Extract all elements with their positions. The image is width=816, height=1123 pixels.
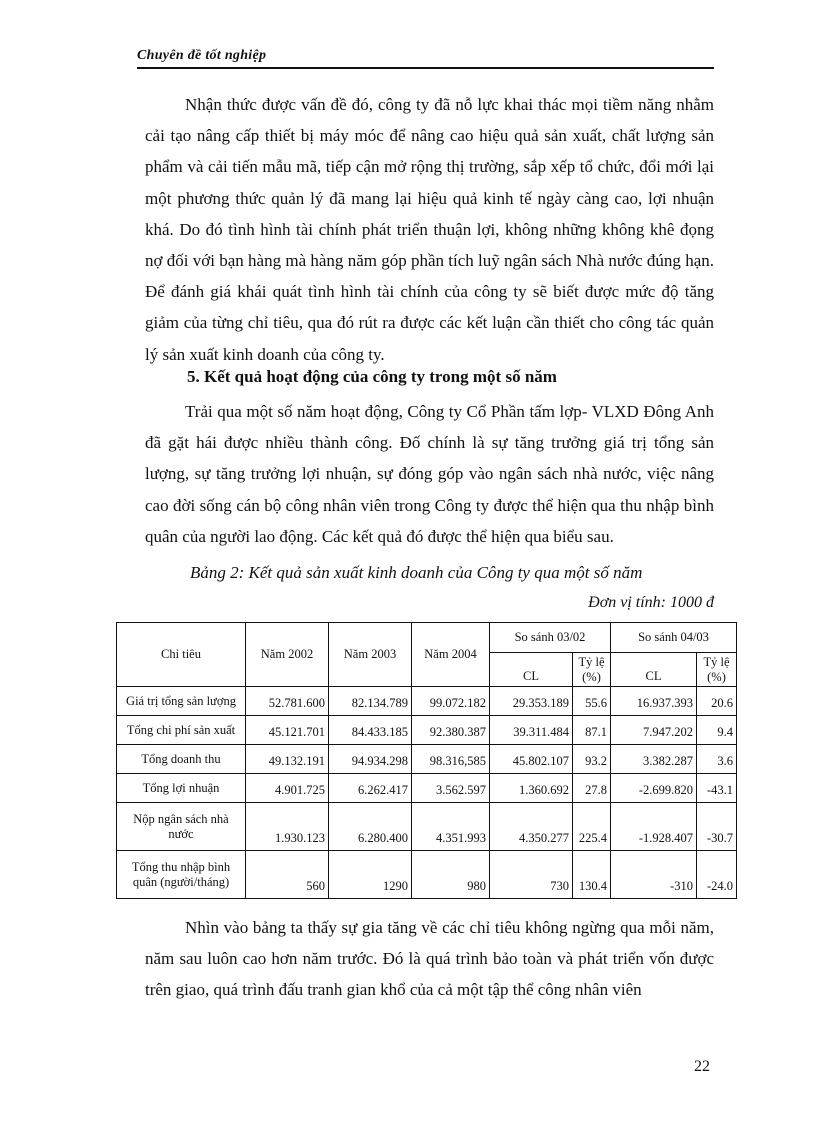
header-ratio-label: Tỷ lệ bbox=[703, 654, 730, 669]
table-row bbox=[117, 774, 737, 803]
header-cl-1: CL bbox=[490, 653, 573, 687]
cell-2003: 84.433.185 bbox=[329, 716, 412, 745]
row-label-line: quân (người/tháng) bbox=[132, 874, 230, 889]
cell-cl-1: 4.350.277 bbox=[490, 803, 573, 851]
cell-2002: 52.781.600 bbox=[246, 687, 329, 716]
cell-2004: 99.072.182 bbox=[412, 687, 490, 716]
cell-ratio-1: 27.8 bbox=[573, 774, 611, 803]
cell-ratio-2: 3.6 bbox=[697, 745, 737, 774]
row-label-line: Tổng thu nhập bình bbox=[131, 859, 231, 874]
table-row bbox=[117, 851, 737, 899]
section-heading: 5. Kết quả hoạt động của công ty trong một số năm bbox=[187, 367, 557, 386]
header-ratio-1 bbox=[573, 653, 611, 687]
cell-ratio-2: 20.6 bbox=[697, 687, 737, 716]
cell-ratio-2: 9.4 bbox=[697, 716, 737, 745]
cell-2002: 49.132.191 bbox=[246, 745, 329, 774]
cell-2002: 1.930.123 bbox=[246, 803, 329, 851]
cell-cl-2: 16.937.393 bbox=[611, 687, 697, 716]
cell-cl-2: -2.699.820 bbox=[611, 774, 697, 803]
cell-2003: 82.134.789 bbox=[329, 687, 412, 716]
table-unit: Đơn vị tính: 1000 đ bbox=[588, 594, 714, 611]
page-number: 22 bbox=[694, 1058, 710, 1075]
running-header-title: Chuyên đề tốt nghiệp bbox=[137, 48, 267, 63]
header-year-2003: Năm 2003 bbox=[329, 623, 412, 687]
cell-ratio-2: -30.7 bbox=[697, 803, 737, 851]
row-label-line: nước bbox=[168, 826, 194, 841]
header-ratio-2 bbox=[697, 653, 737, 687]
cell-2003: 6.280.400 bbox=[329, 803, 412, 851]
row-label bbox=[117, 851, 246, 899]
cell-ratio-1: 225.4 bbox=[573, 803, 611, 851]
cell-2004: 98.316,585 bbox=[412, 745, 490, 774]
table-row bbox=[117, 716, 737, 745]
row-label: Tổng doanh thu bbox=[117, 745, 246, 774]
paragraph-section-body: Trải qua một số năm hoạt động, Công ty Cổ Phần tấm lợp- VLXD Đông Anh đã gặt hái được nhiều thành công. Đố chính là sự tăng trưởng giá trị tổng sản lượng, sự tăng trưởng lợi nhuận, sự đóng góp vào ngân sách nhà nước, việc nâng cao đời sống cán bộ công nhân viên trong Công ty được thể hiện qua thu nhập bình quân của người lao động. Các kết quả đó được thể hiện qua biểu sau. bbox=[145, 402, 714, 546]
cell-cl-1: 1.360.692 bbox=[490, 774, 573, 803]
cell-cl-1: 45.802.107 bbox=[490, 745, 573, 774]
cell-cl-1: 39.311.484 bbox=[490, 716, 573, 745]
paragraph-closing: Nhìn vào bảng ta thấy sự gia tăng về các chỉ tiêu không ngừng qua mỗi năm, năm sau luôn cao hơn năm trước. Đó là quá trình bảo toàn và phát triển vốn được trên giao, quá trình đấu tranh gian khổ của cả một tập thể công nhân viên bbox=[145, 918, 714, 1000]
table-caption: Bảng 2: Kết quả sản xuất kinh doanh của Công ty qua một số năm bbox=[190, 563, 643, 582]
cell-2004: 92.380.387 bbox=[412, 716, 490, 745]
header-ratio-pct: (%) bbox=[582, 669, 601, 684]
header-compare-03-02: So sánh 03/02 bbox=[490, 623, 611, 653]
table-row bbox=[117, 687, 737, 716]
paragraph-intro: Nhận thức được vấn đề đó, công ty đã nỗ lực khai thác mọi tiềm năng nhằm cải tạo nâng cấp thiết bị máy móc để nâng cao hiệu quả sản xuất, chất lượng sản phẩm và cải tiến mẫu mã, tiếp cận mở rộng thị trường, sắp xếp tổ chức, đổi mới lại một phương thức quản lý đã mang lại hiệu quả kinh tế ngày càng cao, lợi nhuận khá. Do đó tình hình tài chính phát triển thuận lợi, không những không khê đọng nợ đối với bạn hàng mà hàng năm góp phần tích luỹ ngân sách Nhà nước đúng hạn. Để đánh giá khái quát tình hình tài chính của công ty sẽ biết được mức độ tăng giảm của từng chỉ tiêu, qua đó rút ra được các kết luận cần thiết cho công tác quản lý sản xuất kinh doanh của công ty. bbox=[145, 95, 714, 364]
table-header-row bbox=[117, 623, 737, 653]
header-year-2002: Năm 2002 bbox=[246, 623, 329, 687]
cell-ratio-2: -43.1 bbox=[697, 774, 737, 803]
row-label-line: Nộp ngân sách nhà bbox=[133, 811, 229, 826]
table-row bbox=[117, 803, 737, 851]
cell-ratio-2: -24.0 bbox=[697, 851, 737, 899]
cell-ratio-1: 93.2 bbox=[573, 745, 611, 774]
cell-2004: 980 bbox=[412, 851, 490, 899]
row-label: Giá trị tổng sản lượng bbox=[117, 687, 246, 716]
cell-cl-2: 7.947.202 bbox=[611, 716, 697, 745]
cell-2003: 6.262.417 bbox=[329, 774, 412, 803]
row-label: Tổng lợi nhuận bbox=[117, 774, 246, 803]
row-label bbox=[117, 803, 246, 851]
cell-ratio-1: 130.4 bbox=[573, 851, 611, 899]
cell-2004: 3.562.597 bbox=[412, 774, 490, 803]
header-cl-2: CL bbox=[611, 653, 697, 687]
header-ratio-pct: (%) bbox=[707, 669, 726, 684]
cell-cl-1: 29.353.189 bbox=[490, 687, 573, 716]
cell-2002: 560 bbox=[246, 851, 329, 899]
header-compare-04-03: So sánh 04/03 bbox=[611, 623, 737, 653]
cell-cl-2: -1.928.407 bbox=[611, 803, 697, 851]
cell-cl-2: 3.382.287 bbox=[611, 745, 697, 774]
results-table bbox=[116, 622, 737, 899]
header-rule bbox=[137, 67, 714, 69]
cell-cl-2: -310 bbox=[611, 851, 697, 899]
cell-2003: 1290 bbox=[329, 851, 412, 899]
header-indicator: Chỉ tiêu bbox=[117, 623, 246, 687]
table-row bbox=[117, 745, 737, 774]
header-year-2004: Năm 2004 bbox=[412, 623, 490, 687]
header-ratio-label: Tỷ lệ bbox=[578, 654, 605, 669]
cell-2004: 4.351.993 bbox=[412, 803, 490, 851]
cell-2002: 45.121.701 bbox=[246, 716, 329, 745]
cell-2002: 4.901.725 bbox=[246, 774, 329, 803]
cell-2003: 94.934.298 bbox=[329, 745, 412, 774]
cell-ratio-1: 55.6 bbox=[573, 687, 611, 716]
cell-ratio-1: 87.1 bbox=[573, 716, 611, 745]
row-label: Tổng chi phí sản xuất bbox=[117, 716, 246, 745]
cell-cl-1: 730 bbox=[490, 851, 573, 899]
